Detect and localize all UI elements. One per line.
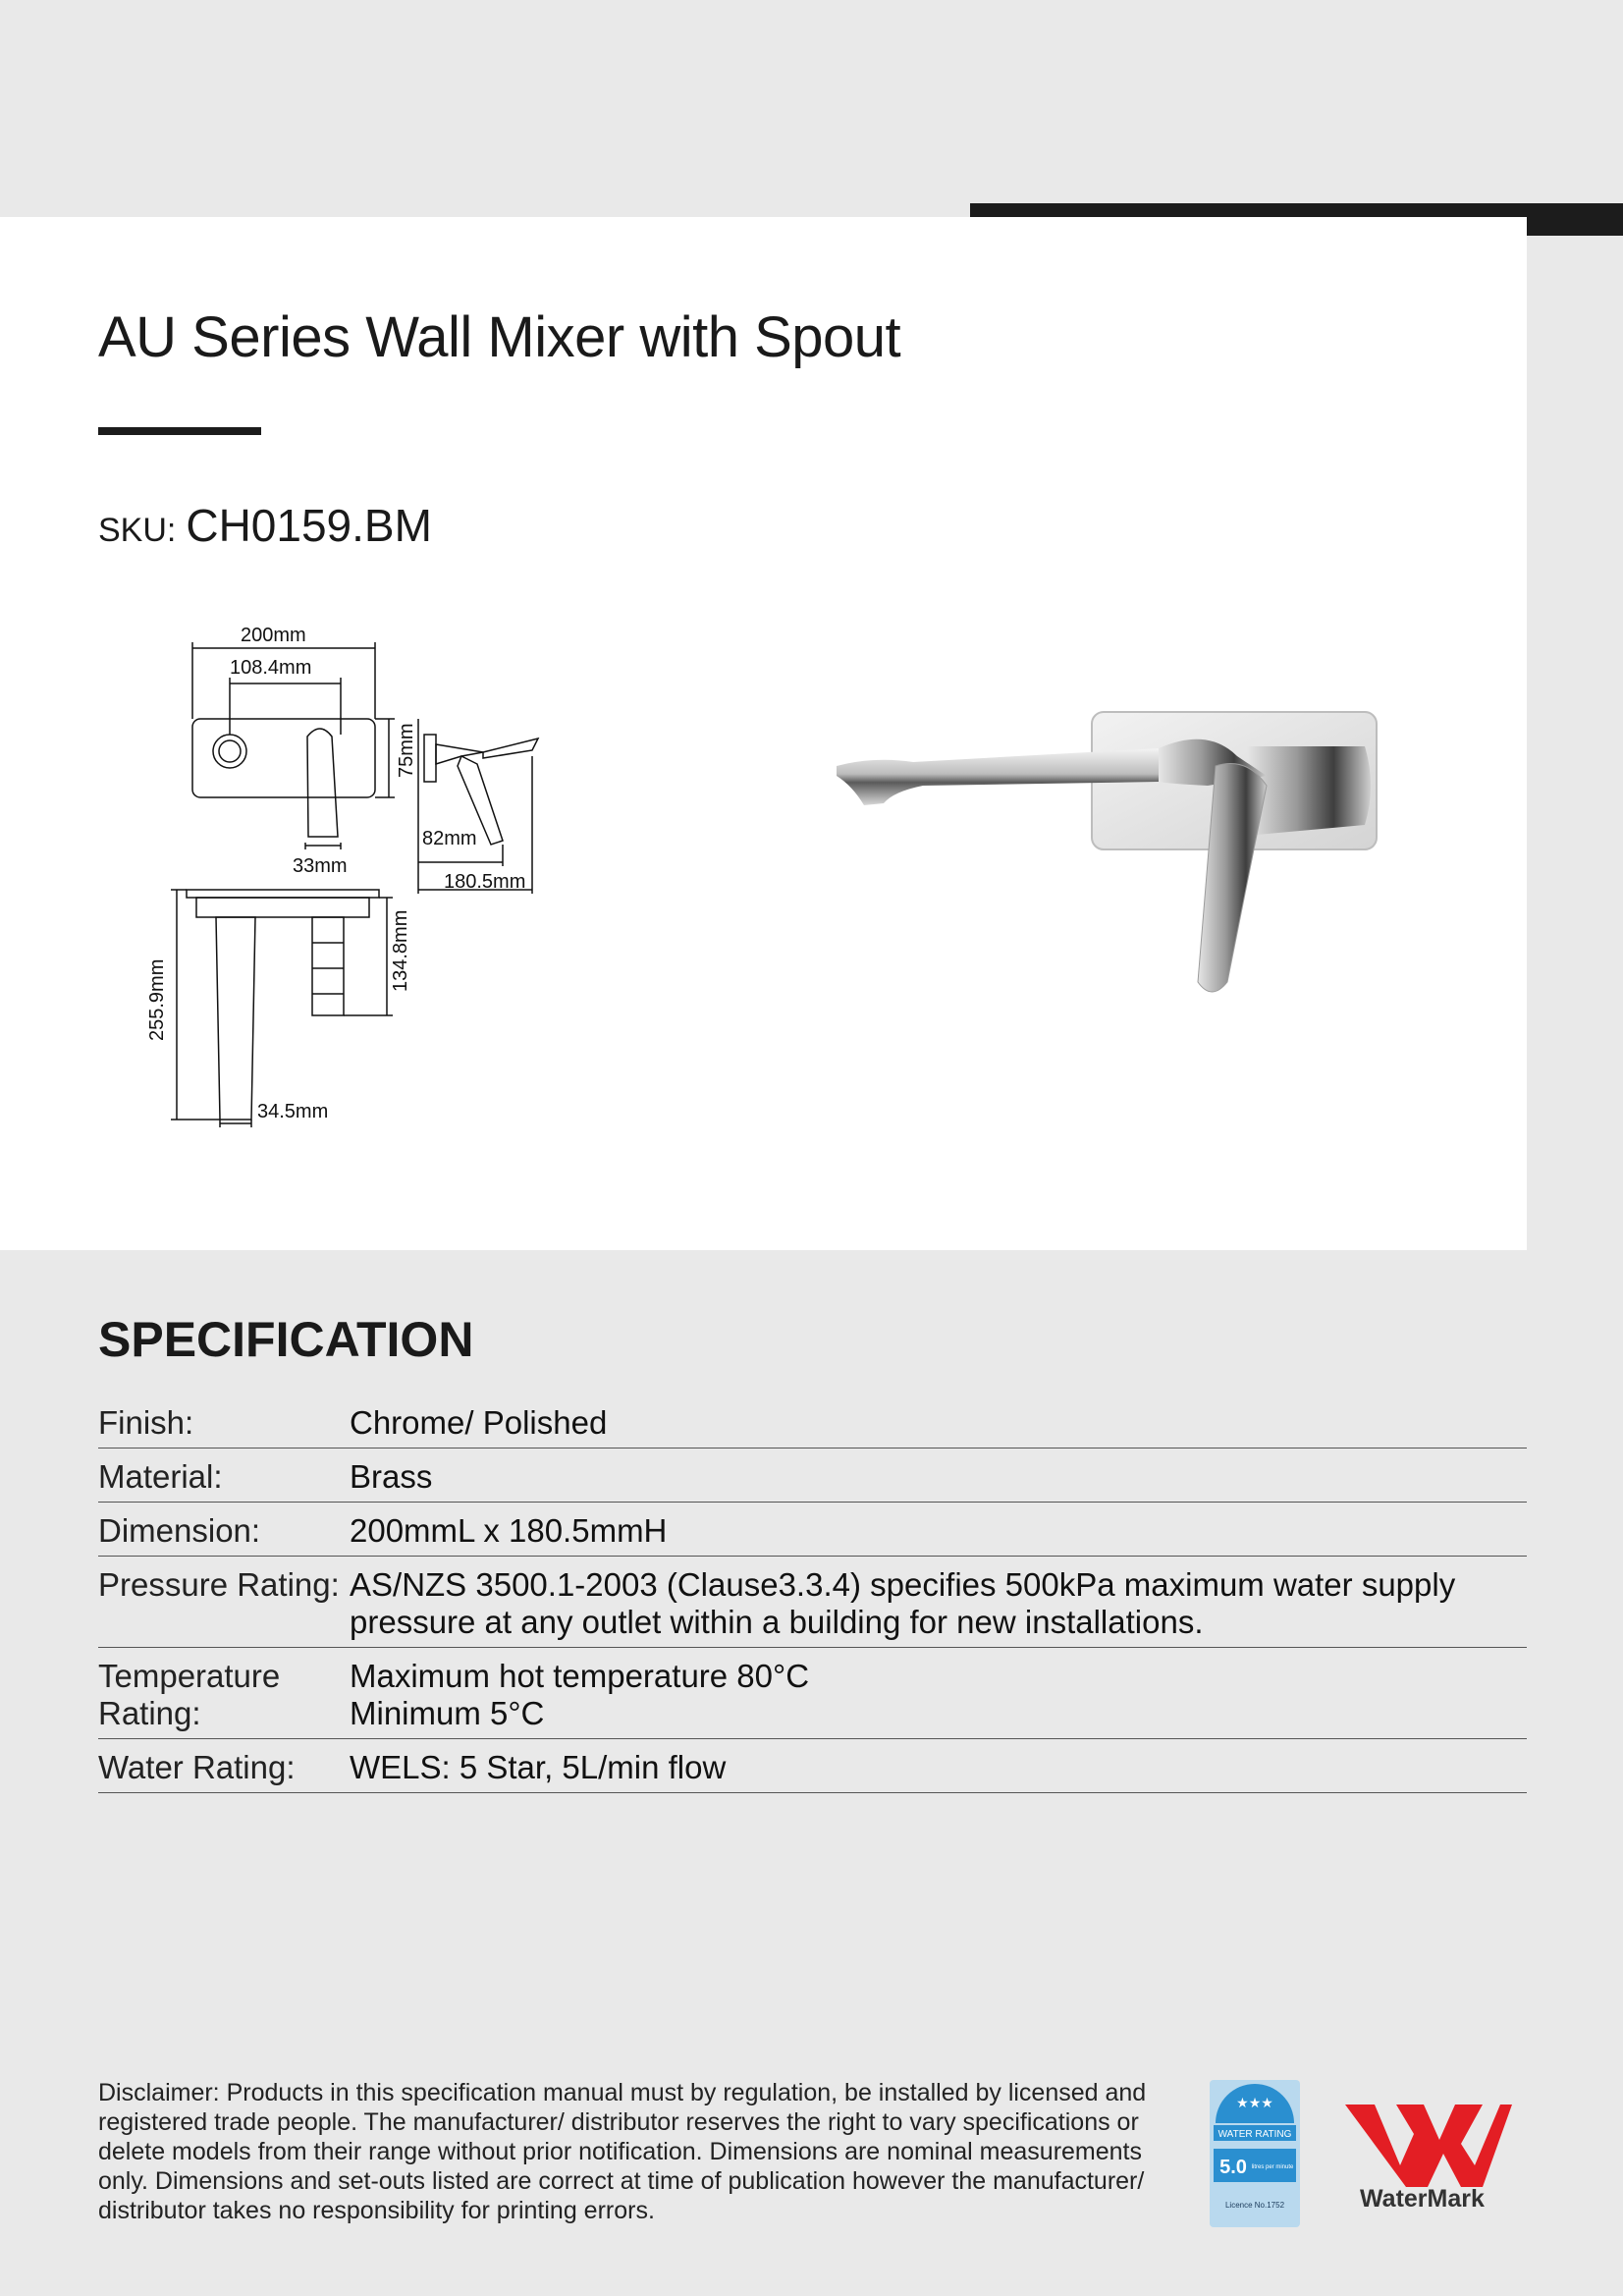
bottom-view-cartridge (312, 917, 344, 1015)
dim-label-34: 34.5mm (257, 1101, 329, 1122)
side-view-body (424, 735, 436, 782)
spec-label: Dimension: (98, 1512, 261, 1549)
spec-row-temperature (98, 1648, 1527, 1739)
spec-label: Temperature Rating: (98, 1658, 281, 1731)
spec-label: Material: (98, 1458, 223, 1495)
specification-table (98, 1394, 1527, 1793)
dim-label-255: 255.9mm (146, 958, 168, 1041)
svg-text:★★★: ★★★ (1236, 2095, 1273, 2110)
side-view-spout (483, 738, 538, 758)
wels-unit: litres per minute (1251, 2164, 1294, 2170)
spec-value: WELS: 5 Star, 5L/min flow (350, 1749, 727, 1785)
sku-value: CH0159.BM (186, 500, 432, 551)
spec-row-dimension (98, 1503, 1527, 1557)
sku-line (98, 499, 432, 552)
wels-score: 5.0 (1219, 2157, 1247, 2178)
spec-row-material (98, 1449, 1527, 1503)
spec-value: AS/NZS 3500.1-2003 (Clause3.3.4) specifies 500kPa maximum water supply pressure at any outlet within a building for new installations. (350, 1566, 1456, 1640)
bottom-view-plate (187, 890, 379, 898)
spec-label: Pressure Rating: (98, 1566, 340, 1603)
spec-label: Water Rating: (98, 1749, 296, 1785)
watermark-label: WaterMark (1360, 2185, 1485, 2213)
front-view-cartridge (213, 735, 246, 768)
bottom-view-handle (216, 917, 255, 1120)
dim-label-82: 82mm (422, 828, 477, 849)
spec-value: Brass (350, 1458, 433, 1495)
spec-value: 200mmL x 180.5mmH (350, 1512, 668, 1549)
dim-label-33: 33mm (293, 855, 348, 877)
product-photo (835, 687, 1404, 1041)
spec-value: Maximum hot temperature 80°C Minimum 5°C (350, 1658, 810, 1731)
wels-rating-badge (1210, 2080, 1300, 2227)
title-underline (98, 427, 261, 435)
spec-row-finish (98, 1394, 1527, 1449)
dim-label-75: 75mm (396, 723, 417, 778)
spec-row-pressure (98, 1557, 1527, 1648)
product-title: AU Series Wall Mixer with Spout (98, 305, 901, 369)
dim-label-108: 108.4mm (230, 657, 312, 679)
technical-drawing (128, 609, 697, 1159)
spec-label: Finish: (98, 1404, 194, 1441)
dim-label-134: 134.8mm (390, 909, 411, 992)
dim-label-180: 180.5mm (444, 871, 526, 893)
disclaimer-text: Disclaimer: Products in this specification manual must by regulation, be installed by licensed and registered trade people. The manufacturer/ distributor reserves the right to vary specifications or delete models from their range without prior notification. Dimensions are nominal measurements only. Dimensions and set-outs listed are correct at time of publication however the manufacturer/ distributor takes no responsibility for printing errors. (98, 2079, 1147, 2224)
spec-row-water-rating (98, 1739, 1527, 1793)
front-view-plate (192, 719, 375, 797)
front-view-handle (307, 729, 338, 837)
wels-heading: WATER RATING (1217, 2129, 1292, 2140)
dim-label-200: 200mm (241, 625, 306, 646)
sku-label: SKU: (98, 512, 177, 549)
spec-value: Chrome/ Polished (350, 1404, 608, 1441)
wels-licence: Licence No.1752 (1224, 2201, 1285, 2210)
specification-title: SPECIFICATION (98, 1312, 474, 1367)
